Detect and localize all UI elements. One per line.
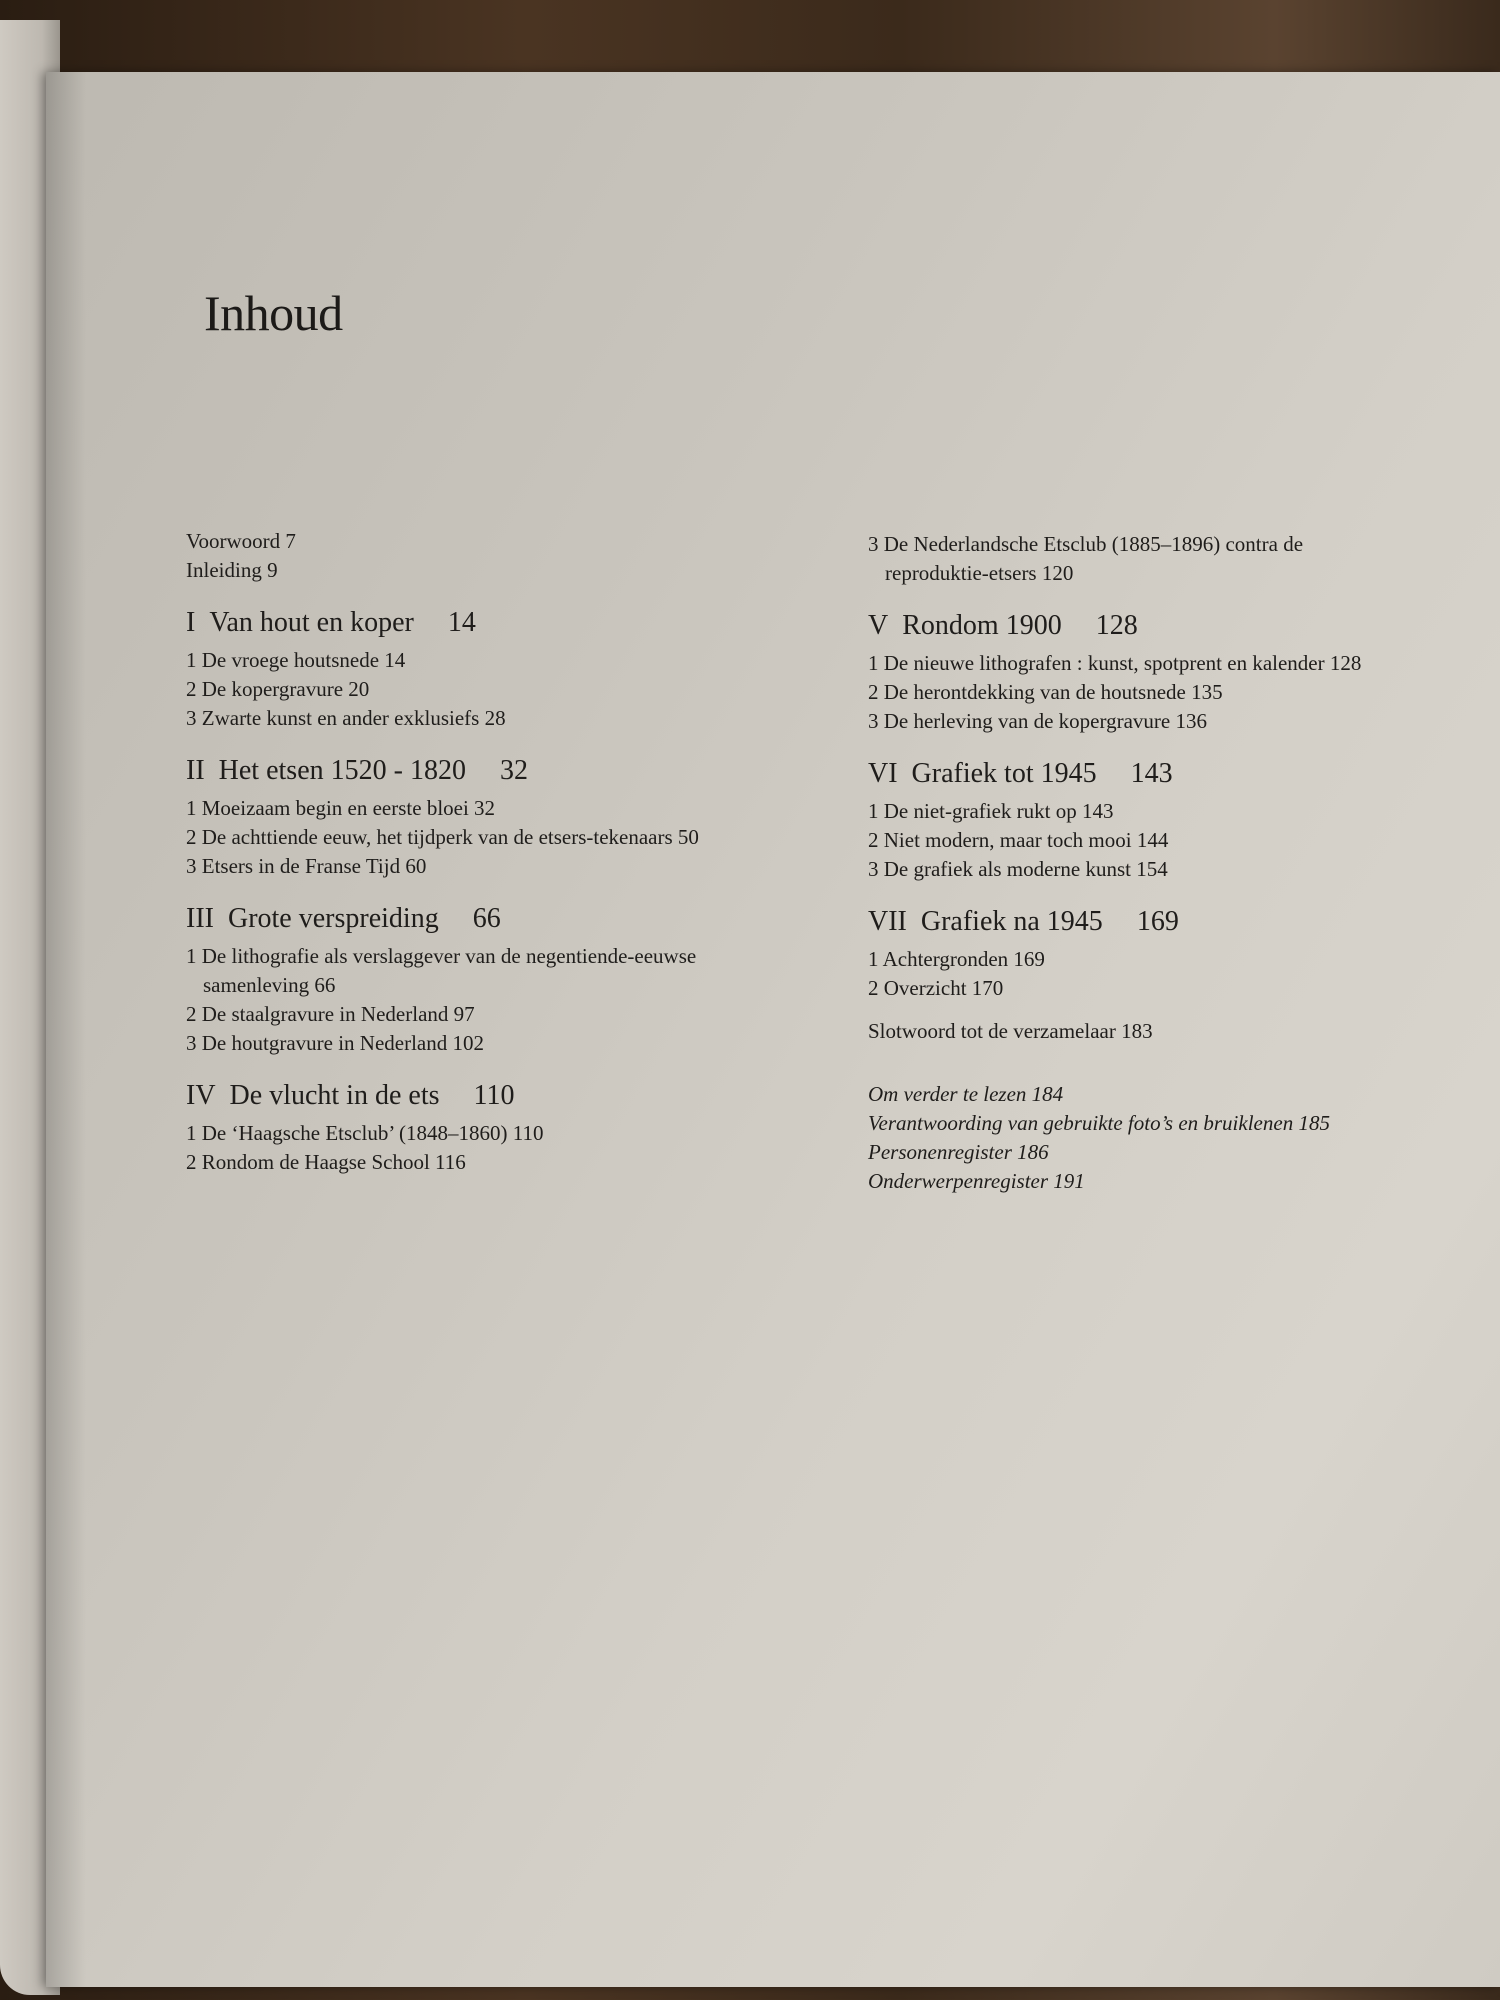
toc-appendix-entry: Om verder te lezen 184 xyxy=(868,1082,1064,1106)
chapter-title: De vlucht in de ets xyxy=(229,1080,440,1111)
chapter-heading-7 xyxy=(868,904,1500,940)
chapter-heading-5 xyxy=(868,608,1500,644)
toc-entry: 3 Zwarte kunst en ander exklusiefs 28 xyxy=(186,706,506,730)
toc-entry: 2 Overzicht 170 xyxy=(868,976,1004,1000)
chapter-heading-2 xyxy=(186,753,826,789)
toc-appendix-entry: Personenregister 186 xyxy=(868,1140,1049,1164)
chapter-page: 32 xyxy=(499,755,528,786)
chapter-heading-1 xyxy=(186,605,826,641)
chapter-title: Van hout en koper xyxy=(209,607,414,638)
toc-appendix-entry: Verantwoording van gebruikte foto’s en bruiklenen 185 xyxy=(868,1111,1330,1135)
toc-entry: 1 De lithografie als verslaggever van de negentiende-eeuwse xyxy=(186,944,697,968)
chapter-numeral: V xyxy=(868,610,889,641)
chapter-heading-4 xyxy=(186,1078,826,1114)
toc-appendix-entry: Onderwerpenregister 191 xyxy=(868,1169,1085,1193)
toc-entry: 2 De staalgravure in Nederland 97 xyxy=(186,1002,475,1026)
chapter-numeral: VI xyxy=(868,758,898,789)
toc-entry: 2 Rondom de Haagse School 116 xyxy=(186,1150,466,1174)
chapter-page: 143 xyxy=(1130,758,1173,789)
toc-entry: 2 De herontdekking van de houtsnede 135 xyxy=(868,680,1223,704)
chapter-numeral: III xyxy=(186,903,214,934)
toc-entry-continuation: reproduktie-etsers 120 xyxy=(885,561,1074,585)
chapter-heading-3 xyxy=(186,901,826,937)
chapter-numeral: II xyxy=(186,755,205,786)
toc-entry: 2 De kopergravure 20 xyxy=(186,677,370,701)
toc-entry: 3 De grafiek als moderne kunst 154 xyxy=(868,857,1168,881)
toc-entry: 3 De Nederlandsche Etsclub (1885–1896) contra de xyxy=(868,532,1304,556)
chapter-numeral: VII xyxy=(868,906,907,937)
book-page xyxy=(46,72,1500,1987)
chapter-heading-6 xyxy=(868,756,1500,792)
toc-entry: 1 Moeizaam begin en eerste bloei 32 xyxy=(186,796,496,820)
page-title: Inhoud xyxy=(204,285,343,341)
chapter-title: Het etsen 1520 - 1820 xyxy=(218,755,466,786)
toc-entry: 1 De ‘Haagsche Etsclub’ (1848–1860) 110 xyxy=(186,1121,544,1145)
toc-entry: 2 De achttiende eeuw, het tijdperk van de etsers-tekenaars 50 xyxy=(186,825,699,849)
chapter-page: 128 xyxy=(1095,610,1138,641)
toc-entry: 3 Etsers in de Franse Tijd 60 xyxy=(186,854,427,878)
chapter-title: Rondom 1900 xyxy=(902,610,1062,641)
toc-entry-inleiding: Inleiding 9 xyxy=(186,558,278,582)
toc-entry-voorwoord: Voorwoord 7 xyxy=(186,529,296,553)
chapter-page: 66 xyxy=(472,903,501,934)
toc-entry: 3 De herleving van de kopergravure 136 xyxy=(868,709,1207,733)
toc-entry: 1 De nieuwe lithografen : kunst, spotprent en kalender 128 xyxy=(868,651,1362,675)
chapter-title: Grafiek na 1945 xyxy=(920,906,1103,937)
toc-entry-slotwoord: Slotwoord tot de verzamelaar 183 xyxy=(868,1019,1153,1043)
chapter-page: 110 xyxy=(473,1080,515,1111)
chapter-page: 14 xyxy=(447,607,476,638)
chapter-page: 169 xyxy=(1136,906,1179,937)
chapter-numeral: I xyxy=(186,607,196,638)
toc-right-column xyxy=(868,530,1500,1196)
toc-entry-continuation: samenleving 66 xyxy=(203,973,336,997)
toc-entry: 3 De houtgravure in Nederland 102 xyxy=(186,1031,484,1055)
chapter-title: Grote verspreiding xyxy=(227,903,439,934)
toc-entry: 1 Achtergronden 169 xyxy=(868,947,1045,971)
toc-entry: 1 De niet-grafiek rukt op 143 xyxy=(868,799,1114,823)
toc-entry: 1 De vroege houtsnede 14 xyxy=(186,648,406,672)
toc-left-column xyxy=(186,527,826,1177)
chapter-numeral: IV xyxy=(186,1080,216,1111)
toc-entry: 2 Niet modern, maar toch mooi 144 xyxy=(868,828,1169,852)
chapter-title: Grafiek tot 1945 xyxy=(911,758,1097,789)
